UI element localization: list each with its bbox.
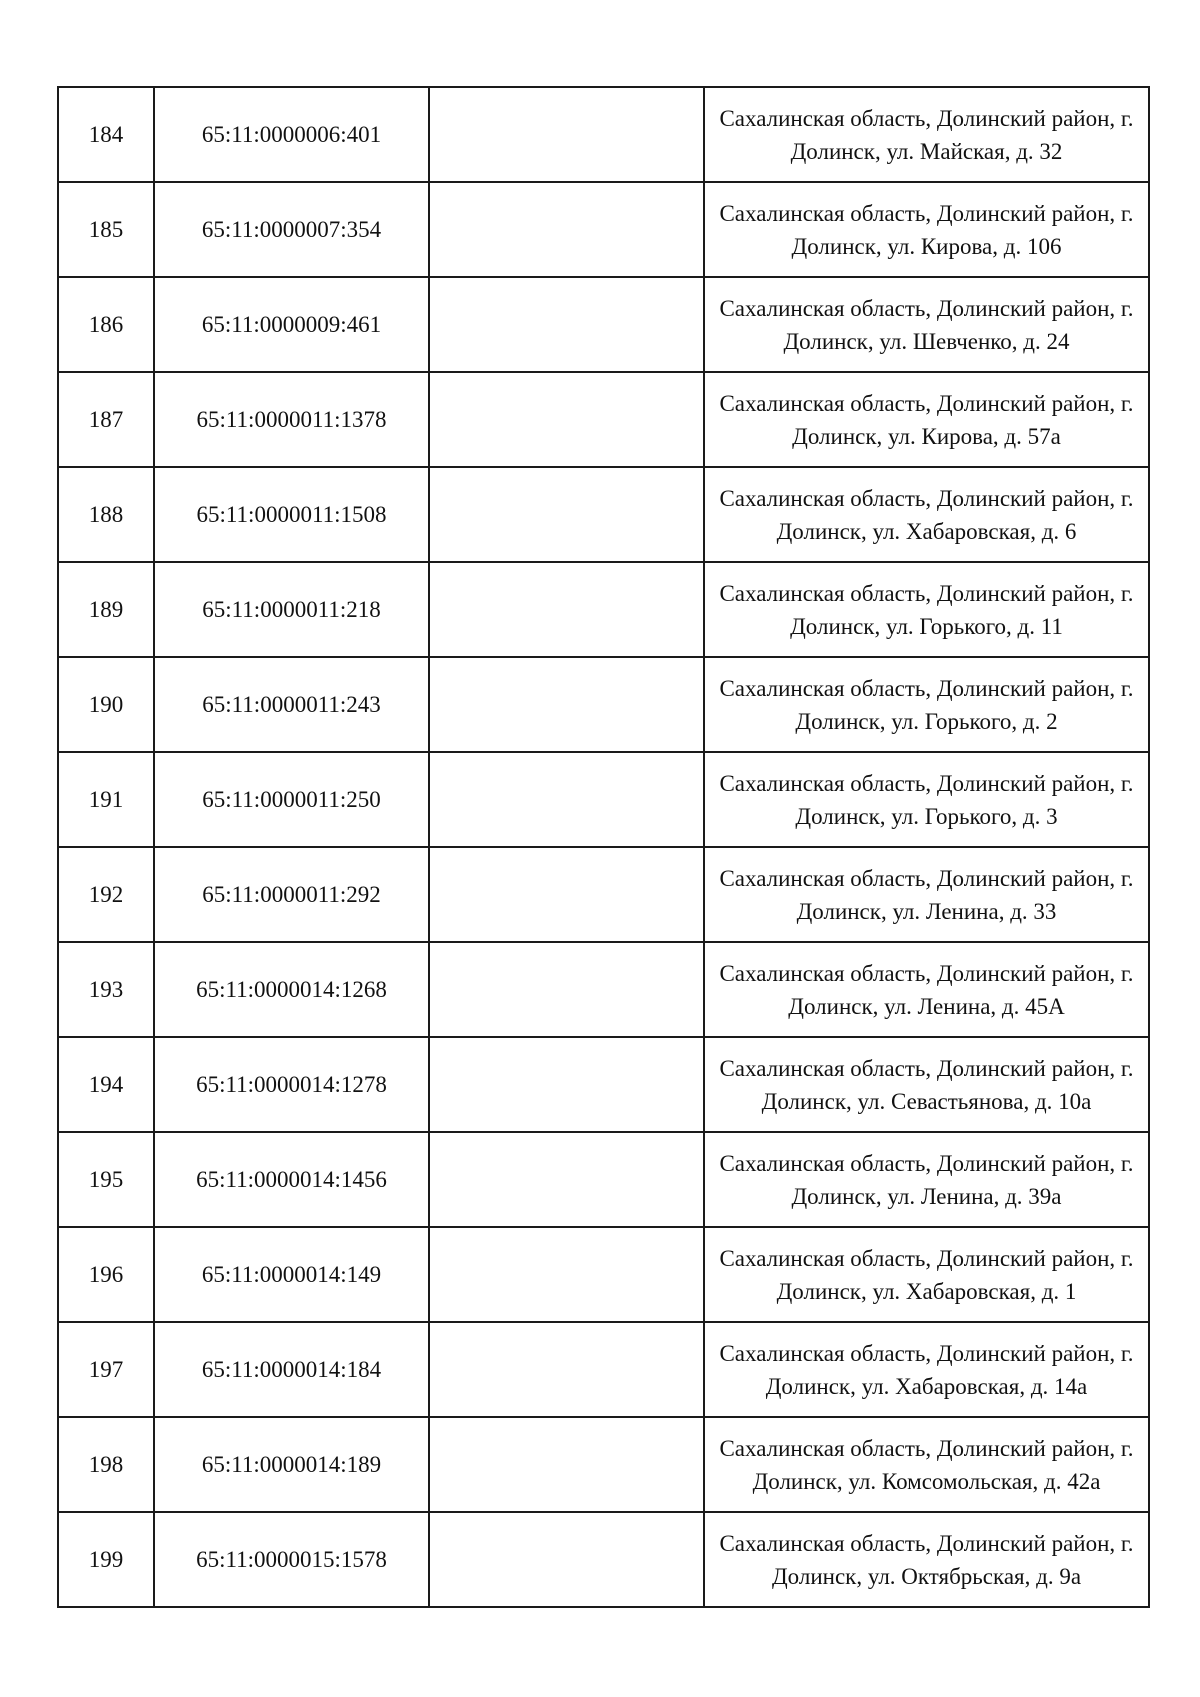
address: Сахалинская область, Долинский район, г. Долинск, ул. Ленина, д. 39а [704, 1132, 1149, 1227]
address: Сахалинская область, Долинский район, г. Долинск, ул. Ленина, д. 33 [704, 847, 1149, 942]
cadastral-number: 65:11:0000011:243 [154, 657, 429, 752]
cadastral-number: 65:11:0000011:1508 [154, 467, 429, 562]
table-row [58, 277, 1149, 372]
address: Сахалинская область, Долинский район, г. Долинск, ул. Хабаровская, д. 14а [704, 1322, 1149, 1417]
cadastral-number: 65:11:0000014:184 [154, 1322, 429, 1417]
table-row [58, 1512, 1149, 1607]
address: Сахалинская область, Долинский район, г. Долинск, ул. Шевченко, д. 24 [704, 277, 1149, 372]
row-number: 195 [58, 1132, 154, 1227]
cadastral-number: 65:11:0000007:354 [154, 182, 429, 277]
table-row [58, 372, 1149, 467]
table-row [58, 752, 1149, 847]
address: Сахалинская область, Долинский район, г. Долинск, ул. Севастьянова, д. 10а [704, 1037, 1149, 1132]
row-number: 199 [58, 1512, 154, 1607]
row-number: 190 [58, 657, 154, 752]
cadastral-number: 65:11:0000011:1378 [154, 372, 429, 467]
address: Сахалинская область, Долинский район, г. Долинск, ул. Майская, д. 32 [704, 87, 1149, 182]
address: Сахалинская область, Долинский район, г. Долинск, ул. Кирова, д. 106 [704, 182, 1149, 277]
row-number: 191 [58, 752, 154, 847]
empty-cell [429, 562, 704, 657]
row-number: 184 [58, 87, 154, 182]
address: Сахалинская область, Долинский район, г. Долинск, ул. Горького, д. 2 [704, 657, 1149, 752]
address: Сахалинская область, Долинский район, г. Долинск, ул. Хабаровская, д. 1 [704, 1227, 1149, 1322]
cadastral-number: 65:11:0000006:401 [154, 87, 429, 182]
address: Сахалинская область, Долинский район, г. Долинск, ул. Горького, д. 3 [704, 752, 1149, 847]
table-row [58, 1322, 1149, 1417]
address: Сахалинская область, Долинский район, г. Долинск, ул. Комсомольская, д. 42а [704, 1417, 1149, 1512]
table-row [58, 657, 1149, 752]
cadastral-number: 65:11:0000011:292 [154, 847, 429, 942]
empty-cell [429, 372, 704, 467]
cadastral-number: 65:11:0000014:149 [154, 1227, 429, 1322]
address: Сахалинская область, Долинский район, г. Долинск, ул. Хабаровская, д. 6 [704, 467, 1149, 562]
table-row [58, 1417, 1149, 1512]
address: Сахалинская область, Долинский район, г. Долинск, ул. Кирова, д. 57а [704, 372, 1149, 467]
empty-cell [429, 277, 704, 372]
empty-cell [429, 1037, 704, 1132]
document-page [57, 86, 1148, 1608]
table-row [58, 467, 1149, 562]
row-number: 194 [58, 1037, 154, 1132]
cadastral-number: 65:11:0000014:1456 [154, 1132, 429, 1227]
empty-cell [429, 1322, 704, 1417]
address: Сахалинская область, Долинский район, г. Долинск, ул. Ленина, д. 45А [704, 942, 1149, 1037]
table-row [58, 562, 1149, 657]
cadastral-number: 65:11:0000015:1578 [154, 1512, 429, 1607]
table-row [58, 182, 1149, 277]
empty-cell [429, 1512, 704, 1607]
table-row [58, 1132, 1149, 1227]
table-row [58, 847, 1149, 942]
row-number: 196 [58, 1227, 154, 1322]
row-number: 186 [58, 277, 154, 372]
table-row [58, 942, 1149, 1037]
row-number: 197 [58, 1322, 154, 1417]
empty-cell [429, 1227, 704, 1322]
row-number: 187 [58, 372, 154, 467]
empty-cell [429, 1417, 704, 1512]
property-table-body [58, 87, 1149, 1607]
table-row [58, 1037, 1149, 1132]
empty-cell [429, 847, 704, 942]
cadastral-number: 65:11:0000014:1278 [154, 1037, 429, 1132]
row-number: 189 [58, 562, 154, 657]
empty-cell [429, 467, 704, 562]
address: Сахалинская область, Долинский район, г. Долинск, ул. Октябрьская, д. 9а [704, 1512, 1149, 1607]
empty-cell [429, 87, 704, 182]
empty-cell [429, 1132, 704, 1227]
row-number: 185 [58, 182, 154, 277]
row-number: 192 [58, 847, 154, 942]
table-row [58, 1227, 1149, 1322]
row-number: 193 [58, 942, 154, 1037]
empty-cell [429, 942, 704, 1037]
cadastral-number: 65:11:0000011:250 [154, 752, 429, 847]
empty-cell [429, 182, 704, 277]
cadastral-number: 65:11:0000009:461 [154, 277, 429, 372]
table-row [58, 87, 1149, 182]
address: Сахалинская область, Долинский район, г. Долинск, ул. Горького, д. 11 [704, 562, 1149, 657]
empty-cell [429, 657, 704, 752]
row-number: 188 [58, 467, 154, 562]
property-table [57, 86, 1150, 1608]
row-number: 198 [58, 1417, 154, 1512]
cadastral-number: 65:11:0000014:189 [154, 1417, 429, 1512]
empty-cell [429, 752, 704, 847]
cadastral-number: 65:11:0000014:1268 [154, 942, 429, 1037]
cadastral-number: 65:11:0000011:218 [154, 562, 429, 657]
